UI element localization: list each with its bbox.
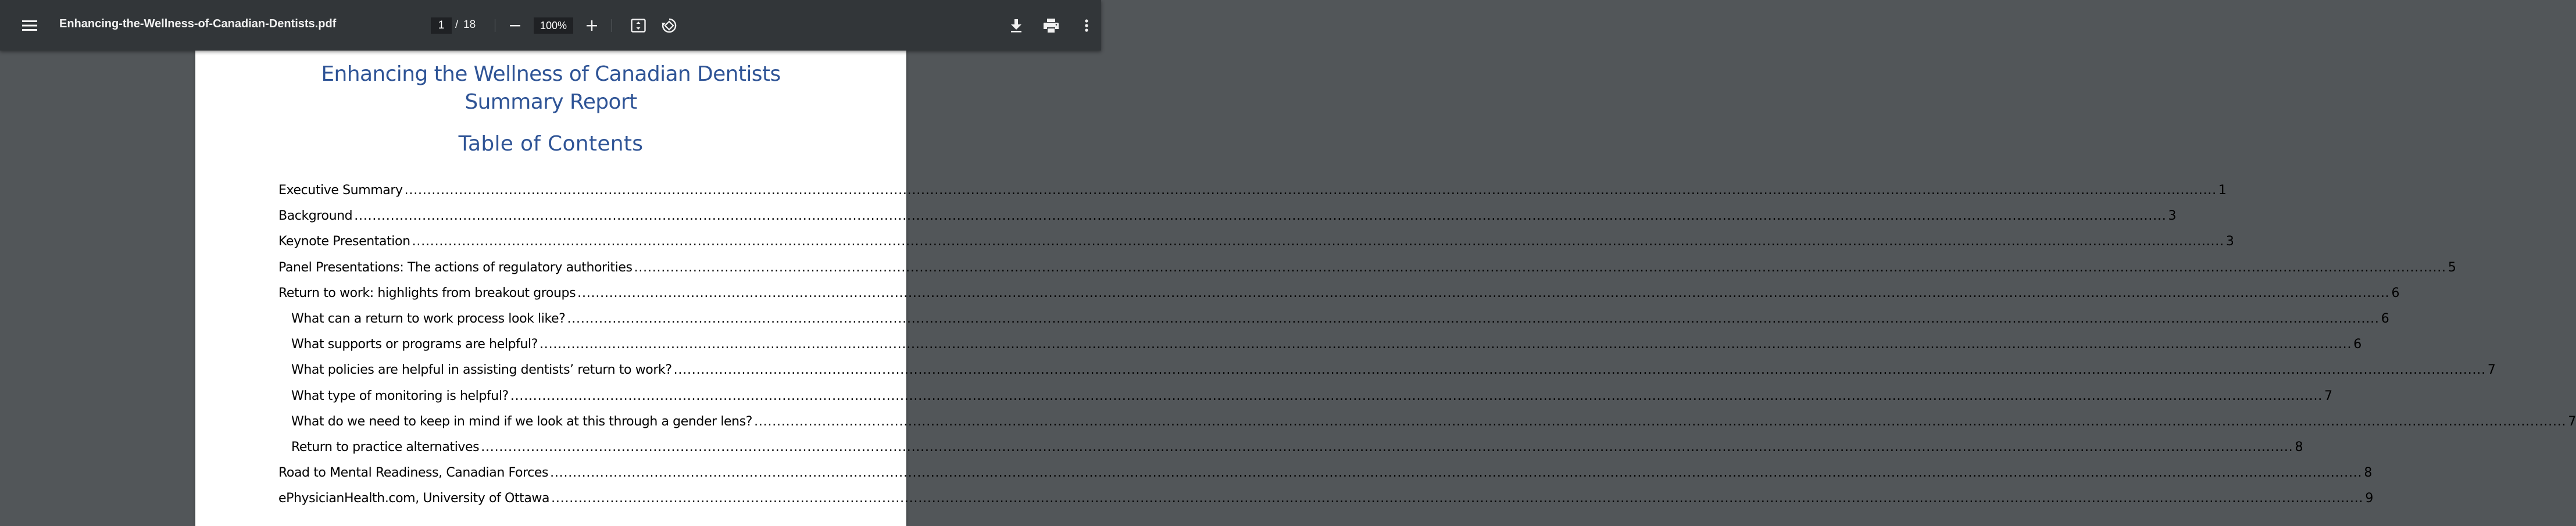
more-vert-icon [1084,19,1089,33]
toc-dot-leader: ................................................................................................................................................................................................................................................................................................................................................................................................................ [551,491,2364,506]
toc-entry-label: Return to practice alternatives [291,440,480,455]
minus-icon [509,20,521,31]
toc-entry-label: Keynote Presentation [278,234,410,249]
toc-entry-label: Road to Mental Readiness, Canadian Forces [278,466,549,481]
toc-entry-page: 7 [2324,388,2332,403]
toc-entry[interactable] [278,312,2389,329]
toc-entry[interactable] [278,414,2576,432]
toc-entry-label: Panel Presentations: The actions of regulatory authorities [278,260,633,275]
toc-entry-page: 6 [2353,337,2361,352]
rotate-button[interactable] [658,14,681,37]
toc-dot-leader: ................................................................................................................................................................................................................................................................................................................................................................................................................ [567,312,2380,326]
toc-dot-leader: ................................................................................................................................................................................................................................................................................................................................................................................................................ [539,337,2352,352]
toc-entry-page: 5 [2448,260,2456,275]
zoom-level-input[interactable] [534,17,573,34]
toc-entry-label: What supports or programs are helpful? [291,337,538,352]
toc-dot-leader: ................................................................................................................................................................................................................................................................................................................................................................................................................ [577,285,2390,300]
toc-entry[interactable] [278,209,2177,226]
plus-icon [586,20,598,31]
toc-entry-page: 6 [2381,312,2389,326]
page-separator: / [455,19,459,31]
toc-entry[interactable] [278,260,2456,278]
toc-entry[interactable] [278,440,2303,457]
toc-entry[interactable] [278,388,2332,406]
toc-entry-page: 1 [2218,183,2227,198]
zoom-in-button[interactable] [580,14,603,37]
toc-entry-page: 7 [2487,363,2496,378]
toc-entry-page: 8 [2364,466,2372,481]
toc-dot-leader: ................................................................................................................................................................................................................................................................................................................................................................................................................ [634,260,2446,275]
toc-dot-leader: ................................................................................................................................................................................................................................................................................................................................................................................................................ [673,363,2486,378]
pdf-viewer[interactable] [0,51,2576,526]
toc-entry-label: Return to work: highlights from breakout groups [278,285,576,300]
menu-icon [22,20,37,31]
download-button[interactable] [1005,14,1028,37]
print-icon [1043,18,1059,33]
more-options-button[interactable] [1077,14,1096,37]
toc-entry-page: 3 [2225,234,2234,249]
toc-dot-leader: ................................................................................................................................................................................................................................................................................................................................................................................................................ [354,209,2167,224]
menu-button[interactable] [16,14,43,37]
toc-entry-label: ePhysicianHealth.com, University of Ottawa [278,491,550,506]
pdf-page [195,51,2576,526]
toc-dot-leader: ................................................................................................................................................................................................................................................................................................................................................................................................................ [481,440,2293,455]
toc-dot-leader: ................................................................................................................................................................................................................................................................................................................................................................................................................ [412,234,2224,249]
toc-entry-label: What policies are helpful in assisting dentists’ return to work? [291,363,672,378]
toc-dot-leader: ................................................................................................................................................................................................................................................................................................................................................................................................................ [510,388,2323,403]
toc-entry[interactable] [278,491,2373,509]
fit-page-icon [631,19,646,33]
toc-entry[interactable] [278,363,2496,380]
fit-page-button[interactable] [627,14,650,37]
toc-dot-leader: ................................................................................................................................................................................................................................................................................................................................................................................................................ [754,414,2567,429]
pdf-toolbar [0,0,1101,51]
file-title: Enhancing-the-Wellness-of-Canadian-Dentists.pdf [59,17,337,30]
toc-entry[interactable] [278,285,2400,303]
toc-entry[interactable] [278,337,2361,355]
rotate-icon [661,17,677,34]
toc-entry-label: Executive Summary [278,183,403,198]
toc-entry-label: What can a return to work process look like? [291,312,566,326]
toc-entry-page: 7 [2568,414,2576,429]
toc-entry[interactable] [278,183,2227,201]
page-total: 18 [463,19,476,31]
print-button[interactable] [1039,14,1063,37]
toc-entry-label: What type of monitoring is helpful? [291,388,509,403]
page-number-input[interactable] [431,17,452,34]
toc-heading: Table of Contents [458,132,644,156]
toc-entry-page: 3 [2168,209,2177,224]
document-subtitle: Summary Report [465,90,637,114]
toc-entry[interactable] [278,234,2234,252]
toc-dot-leader: ................................................................................................................................................................................................................................................................................................................................................................................................................ [550,466,2363,481]
toc-entry-page: 6 [2391,285,2400,300]
document-title: Enhancing the Wellness of Canadian Dentists [321,62,781,86]
download-icon [1010,19,1023,33]
toc-entry-label: Background [278,209,353,224]
toc-entry-page: 8 [2295,440,2303,455]
toc-dot-leader: ................................................................................................................................................................................................................................................................................................................................................................................................................ [404,183,2217,198]
toc-entry-page: 9 [2365,491,2373,506]
toc-entry-label: What do we need to keep in mind if we look at this through a gender lens? [291,414,753,429]
toc-entry[interactable] [278,466,2372,483]
zoom-out-button[interactable] [503,14,527,37]
